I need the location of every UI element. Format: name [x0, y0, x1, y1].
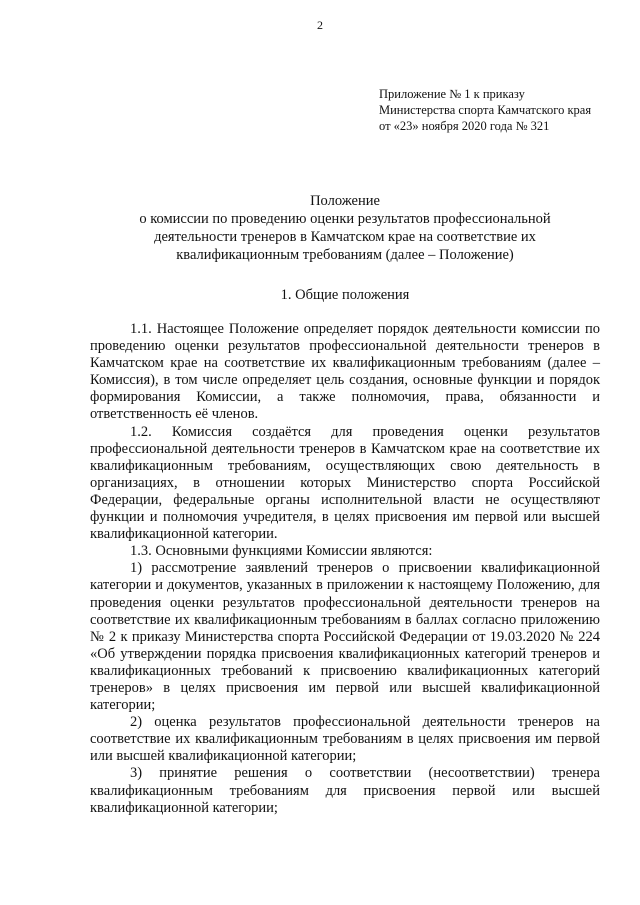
list-item-1: 1) рассмотрение заявлений тренеров о присвоении квалификационной категории и документов, указанных в приложении к настоящему Положению, для проведения оценки результатов профессиональной деятельности тренеров на соответствие их квалификационным требованиям в баллах согласно приложению № 2 к приказу Министерства спорта Российской Федерации от 19.03.2020 № 224 «Об утверждении порядка присвоения квалификационных категорий тренеров и квалификационных требований к присвоению квалификационных категорий тренеров» в целях присвоения им первой или высшей квалификационной категории;	[90, 560, 600, 714]
document-title	[90, 192, 600, 264]
title-line: квалификационным требованиям (далее – Положение)	[176, 247, 514, 263]
title-line: о комиссии по проведению оценки результатов профессиональной	[139, 211, 551, 227]
appendix-reference	[379, 86, 624, 134]
section-heading: 1. Общие положения	[280, 287, 410, 303]
appendix-line: от «23» ноября 2020 года № 321	[379, 119, 550, 133]
title-line: деятельности тренеров в Камчатском крае на соответствие их	[154, 229, 536, 245]
page-number: 2	[317, 18, 323, 32]
paragraph-1-2: 1.2. Комиссия создаётся для проведения оценки результатов профессиональной деятельности тренеров в Камчатском крае на соответствие их квалификационным требованиям, осуществляющих свою деятельность в организациях, в отношении которых Министерство спорта Российской Федерации, федеральные органы исполнительной власти не осуществляют функции и полномочия учредителя, в целях присвоения им первой или высшей квалификационной категории.	[90, 423, 600, 543]
list-item-3: 3) принятие решения о соответствии (несоответствии) тренера квалификационным требованиям для присвоения первой или высшей квалификационной категории;	[90, 765, 600, 816]
appendix-line: Приложение № 1 к приказу	[379, 87, 525, 101]
appendix-line: Министерства спорта Камчатского края	[379, 103, 592, 117]
list-item-2: 2) оценка результатов профессиональной деятельности тренеров на соответствие их квалификационным требованиям в целях присвоения им первой или высшей квалификационной категории;	[90, 714, 600, 765]
title-line: Положение	[310, 193, 380, 209]
document-body	[90, 321, 600, 817]
paragraph-1-1: 1.1. Настоящее Положение определяет порядок деятельности комиссии по проведению оценки результатов профессиональной деятельности тренеров в Камчатском крае на соответствие их квалификационным требованиям (далее – Комиссия), в том числе определяет цель создания, основные функции и порядок формирования Комиссии, а также полномочия, права, обязанности и ответственность её членов.	[90, 321, 600, 423]
paragraph-1-3: 1.3. Основными функциями Комиссии являются:	[130, 543, 433, 560]
